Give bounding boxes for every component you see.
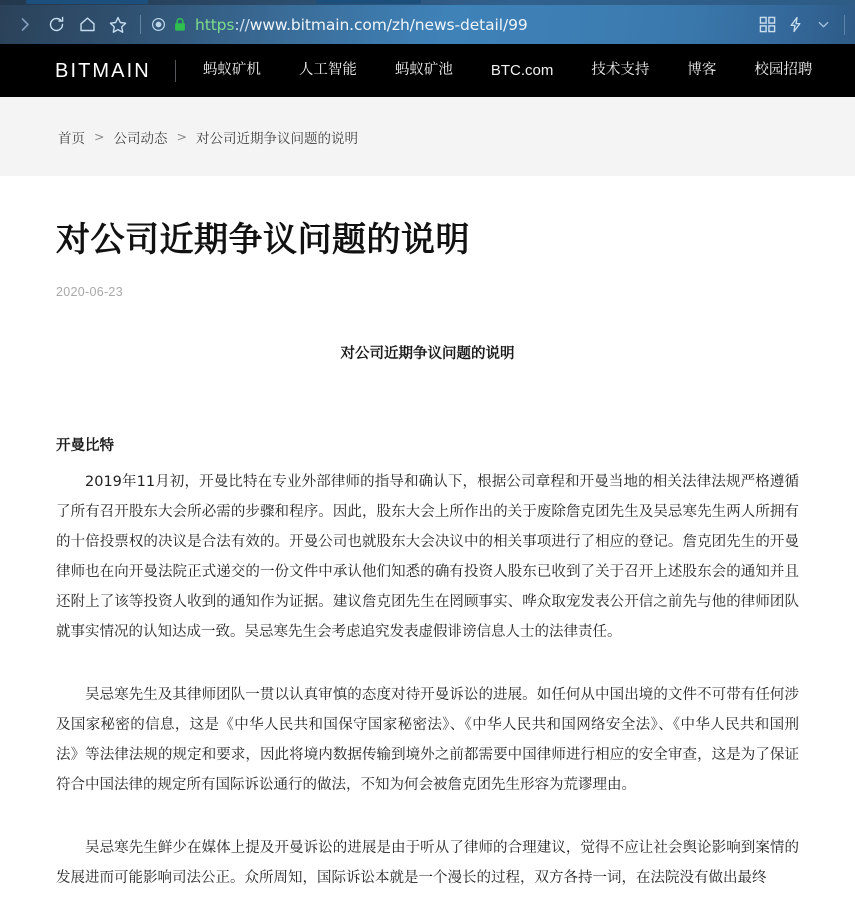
browser-chrome — [0, 0, 855, 44]
nav-item-blog[interactable]: 博客 — [687, 62, 717, 79]
site-header — [0, 44, 855, 97]
bookmark-star-icon[interactable] — [103, 10, 133, 40]
browser-tab[interactable] — [316, 0, 421, 4]
article — [0, 176, 855, 893]
toolbar-right-actions — [754, 12, 847, 38]
page-title: 对公司近期争议问题的说明 — [56, 220, 470, 260]
nav-item-btccom[interactable]: BTC.com — [490, 62, 554, 79]
spacer — [56, 367, 799, 433]
address-bar[interactable] — [150, 10, 754, 40]
article-paragraph: 2019年11月初，开曼比特在专业外部律师的指导和确认下，根据公司章程和开曼当地的相关法律法规严格遵循了所有召开股东大会所必需的步骤和程序。因此，股东大会上所作出的关于废除詹克团先生及吴忌寒先生两人所拥有的十倍投票权的决议是合法有效的。开曼公司也就股东大会决议中的相关事项进行了相应的登记。詹克团先生的开曼律师也在向开曼法院正式递交的一份文件中承认他们知悉的确有投资人股东已收到了关于召开上述股东会的通知并且还附上了该等投资人收到的通知作为证据。建议詹克团先生在罔顾事实、哗众取宠发表公开信之前先与他的律师团队就事实情况的认知达成一致。吴忌寒先生会考虑追究发表虚假诽谤信息人士的法律责任。 — [56, 473, 799, 640]
article-paragraph: 吴忌寒先生鲜少在媒体上提及开曼诉讼的进展是由于听从了律师的合理建议，觉得不应让社会舆论影响到案情的发展进而可能影响司法公正。众所周知，国际诉讼本就是一个漫长的过程，双方各持一词，在法院没有做出最终 — [56, 839, 799, 886]
url-separator: :// — [234, 15, 250, 34]
browser-tab[interactable] — [26, 0, 148, 4]
nav-item-support[interactable]: 技术支持 — [591, 62, 650, 79]
site-info-icon[interactable] — [150, 16, 167, 33]
url-host-path: www.bitmain.com/zh/news-detail/99 — [249, 15, 528, 34]
nav-item-campus-recruit[interactable]: 校园招聘 — [754, 62, 813, 79]
main-navigation — [184, 57, 832, 84]
chevron-down-icon[interactable] — [810, 12, 836, 38]
toolbar-divider — [844, 15, 845, 35]
url-text[interactable] — [195, 16, 528, 34]
reload-icon[interactable] — [41, 10, 71, 40]
lightning-bolt-icon[interactable] — [782, 12, 808, 38]
toolbar-divider — [140, 15, 141, 34]
publish-date: 2020-06-23 — [56, 284, 123, 299]
breadcrumb — [58, 127, 358, 147]
spacer — [56, 800, 799, 833]
breadcrumb-band — [0, 97, 855, 176]
lock-icon[interactable] — [172, 17, 187, 33]
article-body — [56, 341, 799, 893]
breadcrumb-current: 对公司近期争议问题的说明 — [195, 130, 358, 147]
breadcrumb-home[interactable]: 首页 — [58, 130, 85, 147]
navigation-buttons — [10, 10, 133, 40]
brand-logo[interactable]: BITMAIN — [55, 59, 151, 82]
article-paragraph: 吴忌寒先生及其律师团队一贯以认真审慎的态度对待开曼诉讼的进展。如任何从中国出境的文件不可带有任何涉及国家秘密的信息，这是《中华人民共和国保守国家秘密法》、《中华人民共和国网络安全法》、《中华人民共和国刑法》等法律法规的规定和要求，因此将境内数据传输到境外之前都需要中国律师进行相应的安全审查，这是为了保证符合中国法律的规定所有国际诉讼通行的做法，不知为何会被詹克团先生形容为荒谬理由。 — [56, 686, 799, 793]
nav-item-antminer[interactable]: 蚂蚁矿机 — [202, 62, 261, 79]
nav-item-ai[interactable]: 人工智能 — [298, 62, 357, 79]
qr-code-icon[interactable] — [754, 12, 780, 38]
spacer — [56, 647, 799, 680]
brand-divider — [175, 60, 176, 82]
home-icon[interactable] — [72, 10, 102, 40]
browser-toolbar — [0, 5, 855, 44]
breadcrumb-category[interactable]: 公司动态 — [113, 130, 168, 147]
url-scheme: https — [195, 15, 235, 34]
document-subheading: 开曼比特 — [56, 437, 114, 454]
breadcrumb-separator: > — [94, 129, 105, 144]
breadcrumb-separator: > — [176, 129, 187, 144]
nav-item-antpool[interactable]: 蚂蚁矿池 — [394, 62, 453, 79]
document-heading: 对公司近期争议问题的说明 — [340, 345, 515, 362]
forward-icon[interactable] — [10, 10, 40, 40]
